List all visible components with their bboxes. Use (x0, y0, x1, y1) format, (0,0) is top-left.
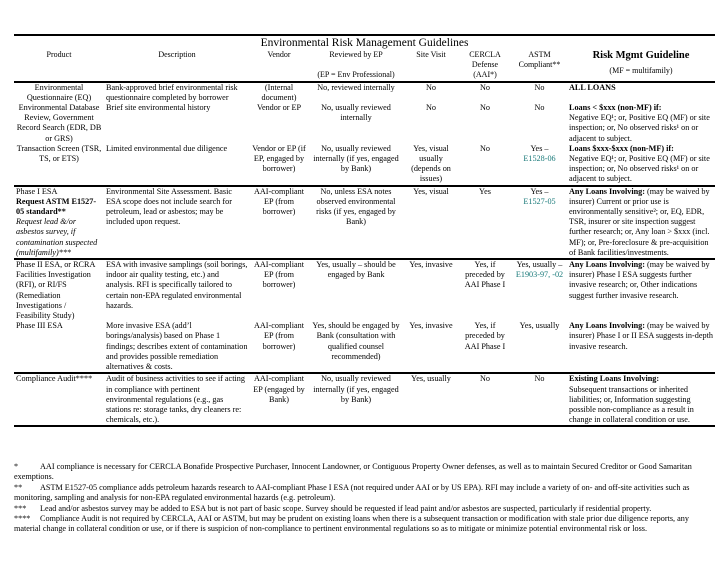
cell-vendor: AAI-compliant EP (from borrower) (253, 260, 305, 290)
cell-astm: Yes, usually (519, 321, 560, 331)
astm-value: Yes – (530, 186, 549, 196)
product-requirement: Request ASTM E1527-05 standard** (16, 196, 97, 217)
guideline-text: (may be waived by insurer) Phase I ESA suggests further invasive research; or, Other indications suggest further invasive research. (569, 260, 710, 300)
guideline-text: Subsequent transactions or inherited liabilities; or, Information suggesting possible non-compliance as a result in change in collateral condition or use. (569, 384, 694, 425)
header-description: Description (158, 50, 196, 59)
footnote (14, 462, 715, 483)
guideline-title: Any Loans Involving: (569, 321, 645, 331)
astm-standard: E1903-97, -02 (515, 270, 564, 280)
page-title: Environmental Risk Management Guidelines (260, 37, 469, 49)
table-row (14, 321, 715, 373)
header-guideline-label: Risk Mgmt Guideline (592, 50, 690, 61)
cell-astm (512, 259, 567, 321)
cell-product: Transaction Screen (TSR, TS, or ETS) (16, 143, 102, 164)
header-astm: ASTM Compliant** (518, 50, 561, 70)
cell-product: Environmental Questionnaire (EQ) (26, 82, 92, 102)
product-name: Phase I ESA (16, 186, 58, 196)
cell-reviewed: No, usually reviewed internally (if yes, engaged by Bank) (313, 143, 399, 174)
cell-description: Brief site environmental history (106, 103, 211, 113)
footnote (14, 504, 715, 514)
cell-product: Phase II ESA, or RCRA Facilities Investigation (RFI), or RI/FS (Remediation Investigations / Feasibility Study) (16, 260, 95, 321)
header-row (14, 50, 715, 82)
cell-astm (512, 144, 567, 186)
cell-site-visit: Yes, visual (413, 186, 449, 196)
cell-description: Limited environmental due diligence (106, 143, 228, 153)
cell-astm: No (534, 374, 545, 384)
cell-vendor: Vendor or EP (256, 103, 302, 113)
guideline-text: (may be waived by insurer) Current or prior use is environmentally sensitive²; or, EQ, EDR, TSR, insurer or site inspection suggest further research; or, Any loan > $xxx (incl. MF); or, Pre-foreclosure & pre-acquisition of Bank facilities/investments. (569, 186, 710, 257)
table-row (14, 373, 715, 426)
astm-value: Yes, usually – (516, 260, 563, 270)
cell-guideline (567, 259, 715, 321)
cell-product: Environmental Database Review, Government Record Search (EDR, DB or GRS) (16, 103, 102, 143)
guideline-title: Loans $xxx-$xxx (non-MF) if: (569, 143, 674, 153)
guidelines-table (14, 34, 715, 427)
footnote (14, 483, 715, 504)
cell-reviewed: No, usually reviewed internally (if yes, engaged by Bank) (313, 374, 399, 404)
cell-astm: No (534, 82, 545, 92)
guideline-title: Existing Loans Involving: (569, 374, 660, 384)
footnote-text: Lead and/or asbestos survey may be added to ESA but is not part of basic scope. Survey should be requested if lead paint and/or asbestos are suspected, particularly if residential property. (40, 503, 652, 513)
guideline-text: Negative EQ¹; or, Positive EQ (MF) or site inspection; or, No observed risks¹ on or adjacent to subject. (569, 113, 710, 143)
cell-description: Environmental Site Assessment. Basic ESA scope does not include search for petroleum, lead or asbestos; may be included upon request. (106, 186, 232, 227)
product-note: Request lead &/or asbestos survey, if contamination suspected (multifamily)*** (16, 217, 98, 257)
footnotes (14, 462, 715, 535)
cell-description: Bank-approved brief environmental risk questionnaire completed by borrower (106, 82, 238, 102)
header-reviewed (308, 50, 404, 82)
cell-vendor: Vendor or EP (if EP, engaged by borrower) (252, 143, 306, 174)
cell-site-visit: Yes, invasive (409, 260, 453, 270)
cell-site-visit: Yes, usually (411, 374, 451, 384)
cell-cercla: Yes (479, 186, 491, 196)
cell-reviewed: No, reviewed internally (317, 82, 395, 92)
guideline-title: Any Loans Involving: (569, 186, 645, 196)
footnote (14, 514, 715, 535)
cell-reviewed: No, usually reviewed internally (321, 103, 391, 123)
footnote-mark: *** (14, 503, 27, 513)
table-row (14, 259, 715, 321)
cell-guideline (567, 321, 715, 373)
cell-vendor: AAI-compliant EP (engaged by Bank) (253, 374, 305, 404)
footnote-text: AAI compliance is necessary for CERCLA Bonafide Prospective Purchaser, Innocent Landowner, or Contiguous Property Owner defenses, as well as to maintain Secured Creditor or Good Samaritan exemptions. (14, 462, 692, 482)
cell-description: ESA with invasive samplings (soil borings, indoor air quality testing, etc.) and analysis. RFI is specifically tailored to certain non-EPA regulated environmental hazards. (106, 260, 248, 310)
guideline-text: Negative EQ¹; or, Positive EQ (MF) or site inspection; or, No observed risks¹ on or adjacent to subject. (569, 154, 710, 184)
header-reviewed-label: Reviewed by EP (329, 50, 383, 59)
cell-cercla: No (479, 103, 490, 113)
cell-site-visit: No (425, 82, 436, 92)
astm-standard: E1527-05 (523, 196, 556, 206)
footnote-mark: ** (14, 482, 23, 492)
cell-guideline (567, 144, 715, 186)
header-cercla: CERCLA Defense (AAI*) (469, 50, 501, 80)
cell-product: Compliance Audit**** (16, 374, 93, 384)
footnote-text: ASTM E1527-05 compliance adds petroleum hazards research to AAI-compliant Phase I ESA (not required under AAI or by US EPA). RFI may include a variety of on- and off-site activities such as monitoring, sampling and analysis for non-EPA regulated environmental hazards (e.g. petroleum). (14, 482, 690, 503)
cell-site-visit: No (425, 103, 436, 113)
cell-site-visit: Yes, visual usually (depends on issues) (411, 143, 451, 184)
table-row (14, 186, 715, 259)
cell-reviewed: No, unless ESA notes observed environmental risks (if yes, engaged by Bank) (316, 186, 396, 227)
footnote-mark: **** (14, 514, 31, 524)
cell-guideline (567, 186, 715, 259)
cell-reviewed: Yes, usually – should be engaged by Bank (316, 260, 396, 280)
table-row (14, 144, 715, 186)
guideline-title: Loans < $xxx (non-MF) if: (569, 103, 662, 113)
cell-vendor: AAI-compliant EP (from borrower) (253, 321, 305, 351)
footnote-text: Compliance Audit is not required by CERCLA, AAI or ASTM, but may be prudent on existing loans when there is a subsequent transaction or modification with stale prior due diligence reports, any material change in collateral condition or use, or if there is suspicion of non-compliance to pertinent environmental regulations so as to mitigate or minimize potential environmental risk or loss. (14, 514, 689, 534)
astm-value: Yes – (530, 143, 549, 153)
astm-standard: E1528-06 (523, 154, 556, 164)
table-row (14, 82, 715, 103)
header-guideline-note: (MF = multifamily) (609, 66, 673, 75)
cell-reviewed: Yes, should be engaged by Bank (consultation with qualified counsel recommended) (312, 321, 400, 361)
guideline-title: Any Loans Involving: (569, 260, 645, 270)
header-reviewed-note: (EP = Env Professional) (317, 70, 395, 80)
cell-astm: No (534, 103, 545, 113)
header-site-visit: Site Visit (416, 50, 446, 59)
cell-guideline (567, 373, 715, 426)
table-row (14, 103, 715, 144)
cell-guideline (567, 103, 715, 144)
cell-product: Phase III ESA (16, 321, 63, 331)
header-guideline (567, 50, 715, 82)
guideline-text: (may be waived by insurer) Phase I or II ESA suggests in-depth invasive research. (569, 321, 713, 351)
cell-description: More invasive ESA (add’l borings/analysis) based on Phase 1 findings; describes extent of contamination and provides possible remediation alternatives & costs. (106, 321, 248, 372)
cell-vendor: AAI-compliant EP (from borrower) (253, 186, 305, 217)
cell-site-visit: Yes, invasive (409, 321, 453, 331)
header-product: Product (46, 50, 72, 59)
cell-description: Audit of business activities to see if acting in compliance with pertinent environmental regulations (e.g., gas stations re: storage tanks, dry cleaners re: chemicals, etc.). (106, 374, 245, 425)
footnote-mark: * (14, 462, 19, 471)
cell-cercla: Yes, if preceded by AAI Phase I (464, 321, 506, 351)
cell-cercla: No (479, 82, 490, 92)
header-vendor: Vendor (267, 50, 291, 59)
guideline-title: ALL LOANS (569, 82, 616, 92)
cell-cercla: No (479, 143, 490, 153)
cell-cercla: Yes, if preceded by AAI Phase I (464, 260, 506, 290)
cell-product (14, 186, 104, 259)
guidelines-table-wrap (14, 34, 715, 427)
cell-astm (512, 186, 567, 259)
cell-guideline (567, 82, 715, 103)
cell-vendor: (Internal document) (261, 82, 297, 102)
cell-cercla: No (479, 374, 490, 384)
